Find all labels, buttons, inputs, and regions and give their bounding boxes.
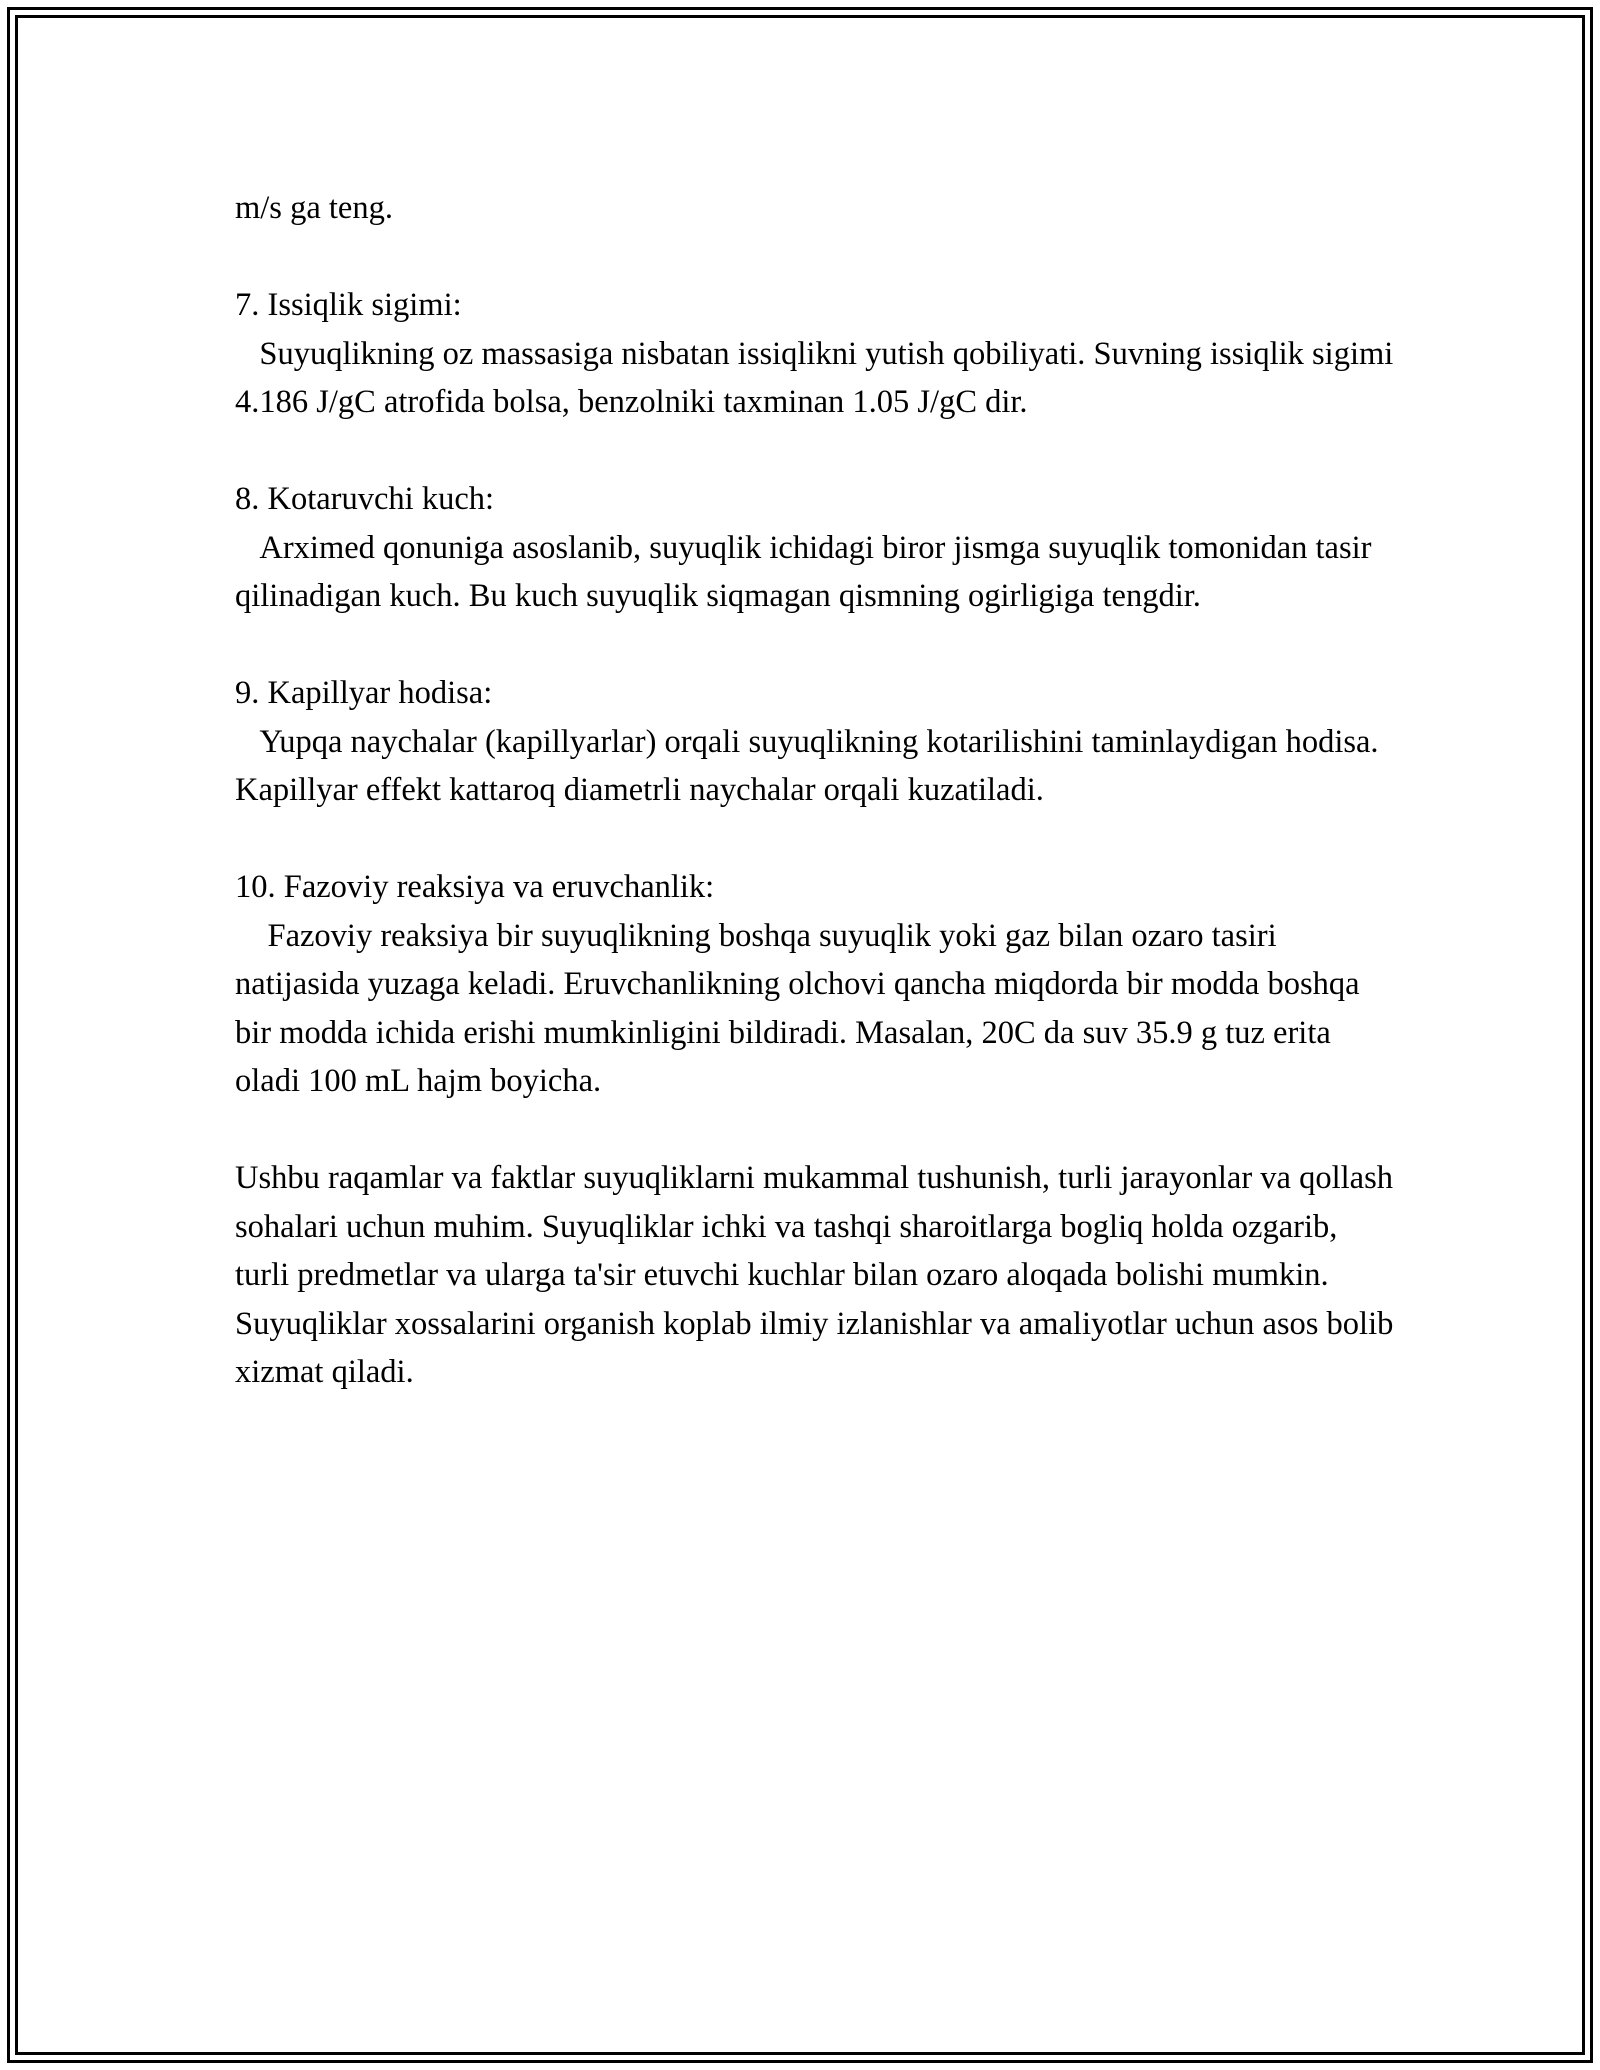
section-heading: 9. Kapillyar hodisa: bbox=[235, 675, 493, 711]
section-heading: 7. Issiqlik sigimi: bbox=[235, 287, 462, 323]
paragraph-gap bbox=[235, 427, 1395, 476]
section-capillary bbox=[235, 669, 1395, 815]
paragraph-gap bbox=[235, 233, 1395, 282]
paragraph-gap bbox=[235, 815, 1395, 864]
section-heat-capacity bbox=[235, 281, 1402, 427]
section-body: Arximed qonuniga asoslanib, suyuqlik ichidagi biror jismga suyuqlik tomonidan tasir qilinadigan kuch. Bu kuch suyuqlik siqmagan qismning ogirligiga tengdir. bbox=[235, 529, 1380, 614]
intro-line: m/s ga teng. bbox=[235, 190, 393, 226]
section-body: Fazoviy reaksiya bir suyuqlikning boshqa suyuqlik yoki gaz bilan ozaro tasiri natijasida yuzaga keladi. Eruvchanlikning olchovi qancha miqdorda bir modda boshqa bir modda ichida erishi mumkinligini bildiradi. Masalan, 20C da suv 35.9 g tuz erita oladi 100 mL hajm boyicha. bbox=[235, 917, 1368, 1099]
section-body: Yupqa naychalar (kapillyarlar) orqali suyuqlikning kotarilishini taminlaydigan hodisa. Kapillyar effekt kattaroq diametrli naychalar orqali kuzatiladi. bbox=[235, 723, 1387, 808]
section-heading: 8. Kotaruvchi kuch: bbox=[235, 481, 495, 517]
document-body bbox=[235, 184, 1402, 1397]
section-heading: 10. Fazoviy reaksiya va eruvchanlik: bbox=[235, 869, 715, 905]
conclusion-paragraph: Ushbu raqamlar va faktlar suyuqliklarni mukammal tushunish, turli jarayonlar va qollash sohalari uchun muhim. Suyuqliklar ichki va tashqi sharoitlarga bogliq holda ozgarib, turli predmetlar va ularga ta'sir etuvchi kuchlar bilan ozaro aloqada bolishi mumkin. Suyuqliklar xossalarini organish koplab ilmiy izlanishlar va amaliyotlar uchun asos bolib xizmat qiladi. bbox=[235, 1160, 1402, 1390]
section-buoyant-force bbox=[235, 475, 1395, 621]
section-body: Suyuqlikning oz massasiga nisbatan issiqlikni yutish qobiliyati. Suvning issiqlik sigimi 4.186 J/gC atrofida bolsa, benzolniki taxminan 1.05 J/gC dir. bbox=[235, 335, 1402, 420]
paragraph-gap bbox=[235, 1106, 1395, 1155]
paragraph-gap bbox=[235, 621, 1395, 670]
section-solubility bbox=[235, 863, 1395, 1106]
